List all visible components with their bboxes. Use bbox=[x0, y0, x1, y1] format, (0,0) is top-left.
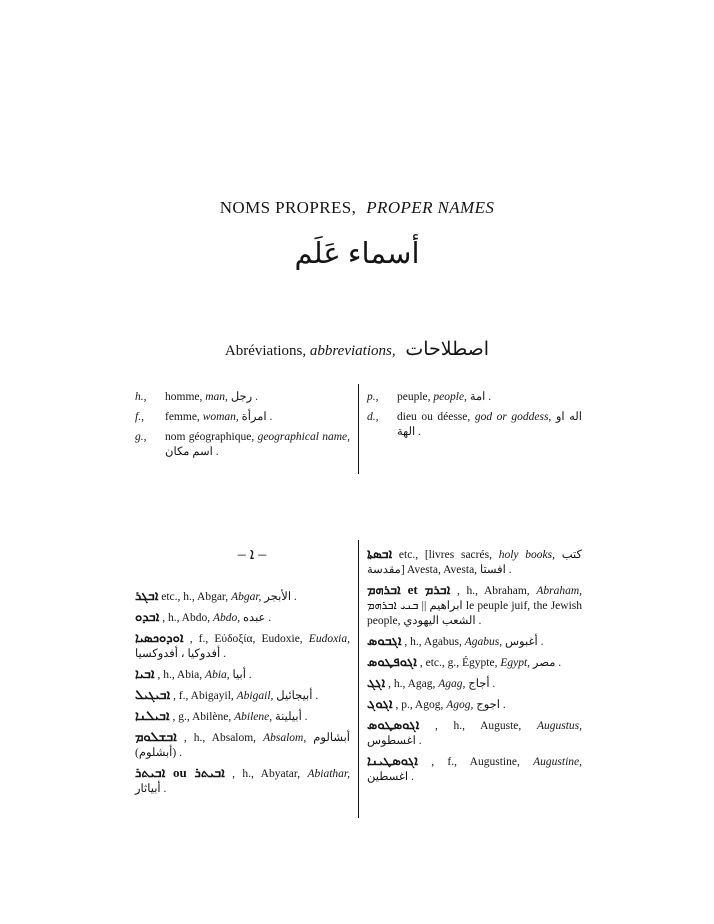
entry-text: , h., Abdo, bbox=[159, 612, 213, 624]
syriac-headword: ܐܓܘܣܛܘܣ bbox=[367, 717, 420, 732]
abbr-arabic: امرأة . bbox=[238, 411, 273, 423]
entry-text: , f., Εὐδοξία, Eudoxie, bbox=[183, 633, 309, 645]
entry-arabic: أغبوس . bbox=[502, 636, 544, 648]
entry-arabic: عبده . bbox=[240, 612, 272, 624]
abbr-italic: people, bbox=[433, 391, 467, 403]
abbr-text: femme, bbox=[165, 411, 203, 423]
syriac-headword: ܐܒܝܠܢܐ bbox=[135, 708, 170, 723]
entry-text: , g., Abilène, bbox=[169, 711, 235, 723]
entry-arabic: اجوج . bbox=[473, 699, 506, 711]
dictionary-entry bbox=[135, 609, 350, 626]
entry-italic: Egypt, bbox=[500, 657, 531, 669]
entry-arabic: ابراهيم || ܒܢܝ ܐܒܪܗܡ le peuple juif, the Jewish people, الشعب اليهودي . bbox=[367, 600, 583, 627]
abbr-italic: man, bbox=[205, 391, 228, 403]
entry-italic: Abiathar, bbox=[307, 768, 350, 780]
dictionary-entry bbox=[135, 687, 350, 704]
entry-arabic: كتب مقدسة] Avesta, Avesta, افستا . bbox=[367, 549, 582, 576]
entry-text: , p., Agog, bbox=[392, 699, 447, 711]
dictionary-entry bbox=[135, 729, 350, 761]
entry-italic: Agog, bbox=[446, 699, 474, 711]
dictionary-entry bbox=[135, 588, 350, 605]
entry-italic: Augustus, bbox=[536, 720, 582, 732]
entry-text: , h., Absalom, bbox=[176, 732, 264, 744]
abbr-key: h., bbox=[135, 391, 147, 403]
abbr-row-h bbox=[135, 390, 350, 405]
entry-arabic: أجاج . bbox=[465, 678, 496, 690]
title-arabic: أسماء عَلَم bbox=[294, 238, 420, 270]
syriac-headword: ܐܓܘܓ bbox=[367, 696, 393, 711]
entries-right-column bbox=[367, 546, 582, 789]
abbr-arabic: رجل . bbox=[227, 391, 258, 403]
syriac-headword: ܐܒܝܬܪ ou ܐܒܝܬܪ bbox=[135, 765, 225, 780]
title-english: PROPER NAMES bbox=[366, 198, 495, 217]
entry-arabic: أبياثار . bbox=[135, 783, 167, 795]
entry-italic: Abgar, bbox=[231, 591, 262, 603]
dictionary-entry bbox=[367, 582, 582, 629]
entry-text: , h., Agag, bbox=[385, 678, 439, 690]
column-divider-top bbox=[358, 384, 359, 474]
abbreviations-right bbox=[367, 390, 582, 440]
syriac-headword: ܐܘܕܘܟܣܝܐ bbox=[135, 630, 184, 645]
dictionary-entry bbox=[135, 708, 350, 725]
entry-text: , f., Abigayil, bbox=[170, 690, 237, 702]
dictionary-entry bbox=[135, 765, 350, 797]
dictionary-entry bbox=[367, 654, 582, 671]
entry-text: etc., h., Abgar, bbox=[158, 591, 232, 603]
abbr-text: nom géographique, bbox=[165, 431, 258, 443]
syriac-headword: ܐܒܫܠܘܡ bbox=[135, 729, 177, 744]
abbr-row-f bbox=[135, 410, 350, 425]
entry-arabic: أفدوكيا ، أفدوكسيا . bbox=[135, 648, 226, 660]
entry-italic: Agabus, bbox=[464, 636, 503, 648]
syriac-headword: ܐܓܘܦܛܘܣ bbox=[367, 654, 417, 669]
entry-text: , h., Auguste, bbox=[419, 720, 537, 732]
abbr-key: p., bbox=[367, 391, 379, 403]
dictionary-entry bbox=[135, 666, 350, 683]
entry-arabic: أبيلينة . bbox=[272, 711, 308, 723]
abbr-heading-ar: اصطلاحات bbox=[405, 339, 490, 360]
abbr-key: d., bbox=[367, 411, 379, 423]
entry-italic: Abia, bbox=[205, 669, 230, 681]
entry-arabic: أبشالوم (أبشلوم) . bbox=[135, 732, 351, 759]
abbr-arabic: امة . bbox=[466, 391, 492, 403]
entry-italic: Agag, bbox=[438, 678, 466, 690]
abbr-key: g., bbox=[135, 431, 147, 443]
syriac-headword: ܐܒܝܐ bbox=[135, 666, 155, 681]
abbr-text: homme, bbox=[165, 391, 206, 403]
entry-arabic: أبيا . bbox=[229, 669, 252, 681]
entry-italic: Abilene, bbox=[234, 711, 273, 723]
entry-italic: Abraham, bbox=[536, 585, 582, 597]
abbreviations-left bbox=[135, 390, 350, 460]
entry-text: , h., Agabus, bbox=[401, 636, 465, 648]
syriac-headword: ܐܒܝܓܝܠ bbox=[135, 687, 171, 702]
entry-text: , h., Abia, bbox=[154, 669, 206, 681]
abbr-heading-fr: Abréviations, bbox=[224, 343, 307, 359]
syriac-headword: ܐܒܪܗܡ et ܐܒܪܡ bbox=[367, 582, 451, 597]
entry-arabic: الأبجر . bbox=[261, 591, 297, 603]
dictionary-entry bbox=[367, 753, 582, 785]
entry-text: , h., Abraham, bbox=[450, 585, 537, 597]
entry-arabic: أبيجائيل . bbox=[273, 690, 319, 702]
syriac-headword: ܐܒܓܪ bbox=[135, 588, 159, 603]
column-divider-bottom bbox=[358, 540, 359, 818]
entry-text: , f., Augustine, bbox=[417, 756, 534, 768]
entry-text: etc., [livres sacrés, bbox=[392, 549, 499, 561]
entry-italic: Eudoxia, bbox=[308, 633, 350, 645]
entries-left-column bbox=[135, 588, 350, 801]
abbr-text: peuple, bbox=[397, 391, 434, 403]
syriac-headword: ܐܓܘܣܛܝܢܐ bbox=[367, 753, 418, 768]
abbr-row-p bbox=[367, 390, 582, 405]
entry-italic: Augustine, bbox=[533, 756, 582, 768]
abbr-italic: woman, bbox=[202, 411, 239, 423]
abbr-key: f., bbox=[135, 411, 144, 423]
syriac-headword: ܐܒܣܬܐ bbox=[367, 546, 393, 561]
abbreviations-heading bbox=[0, 338, 714, 361]
dictionary-entry bbox=[367, 717, 582, 749]
entry-arabic: مصر . bbox=[530, 657, 562, 669]
syriac-headword: ܐܒܕܘ bbox=[135, 609, 160, 624]
abbr-arabic: اله او الهة . bbox=[397, 411, 582, 438]
letter-heading: – ܐ – bbox=[237, 546, 267, 563]
abbr-heading-en: abbreviations, bbox=[309, 343, 396, 359]
abbr-italic: geographical name, bbox=[257, 431, 350, 443]
abbr-row-g bbox=[135, 430, 350, 460]
entry-text: , h., Abyatar, bbox=[224, 768, 308, 780]
dictionary-entry bbox=[367, 546, 582, 578]
entry-italic: holy books, bbox=[498, 549, 555, 561]
entry-arabic: اغسطوس . bbox=[367, 735, 422, 747]
syriac-headword: ܐܓܓ bbox=[367, 675, 386, 690]
abbr-row-d bbox=[367, 410, 582, 440]
entry-italic: Abigail, bbox=[236, 690, 274, 702]
page-title bbox=[0, 198, 714, 218]
entry-text: , etc., g., Égypte, bbox=[416, 657, 501, 669]
dictionary-entry bbox=[367, 633, 582, 650]
entry-arabic: اغسطين . bbox=[367, 771, 414, 783]
entry-italic: Absalom, bbox=[263, 732, 307, 744]
entry-italic: Abdo, bbox=[212, 612, 241, 624]
dictionary-entry bbox=[367, 696, 582, 713]
title-french: NOMS PROPRES, bbox=[219, 198, 357, 217]
syriac-headword: ܐܓܒܘܣ bbox=[367, 633, 402, 648]
abbr-text: dieu ou déesse, bbox=[397, 411, 475, 423]
dictionary-entry bbox=[135, 630, 350, 662]
abbr-arabic: اسم مكان . bbox=[165, 446, 219, 458]
abbr-italic: god or goddess, bbox=[474, 411, 552, 423]
dictionary-entry bbox=[367, 675, 582, 692]
